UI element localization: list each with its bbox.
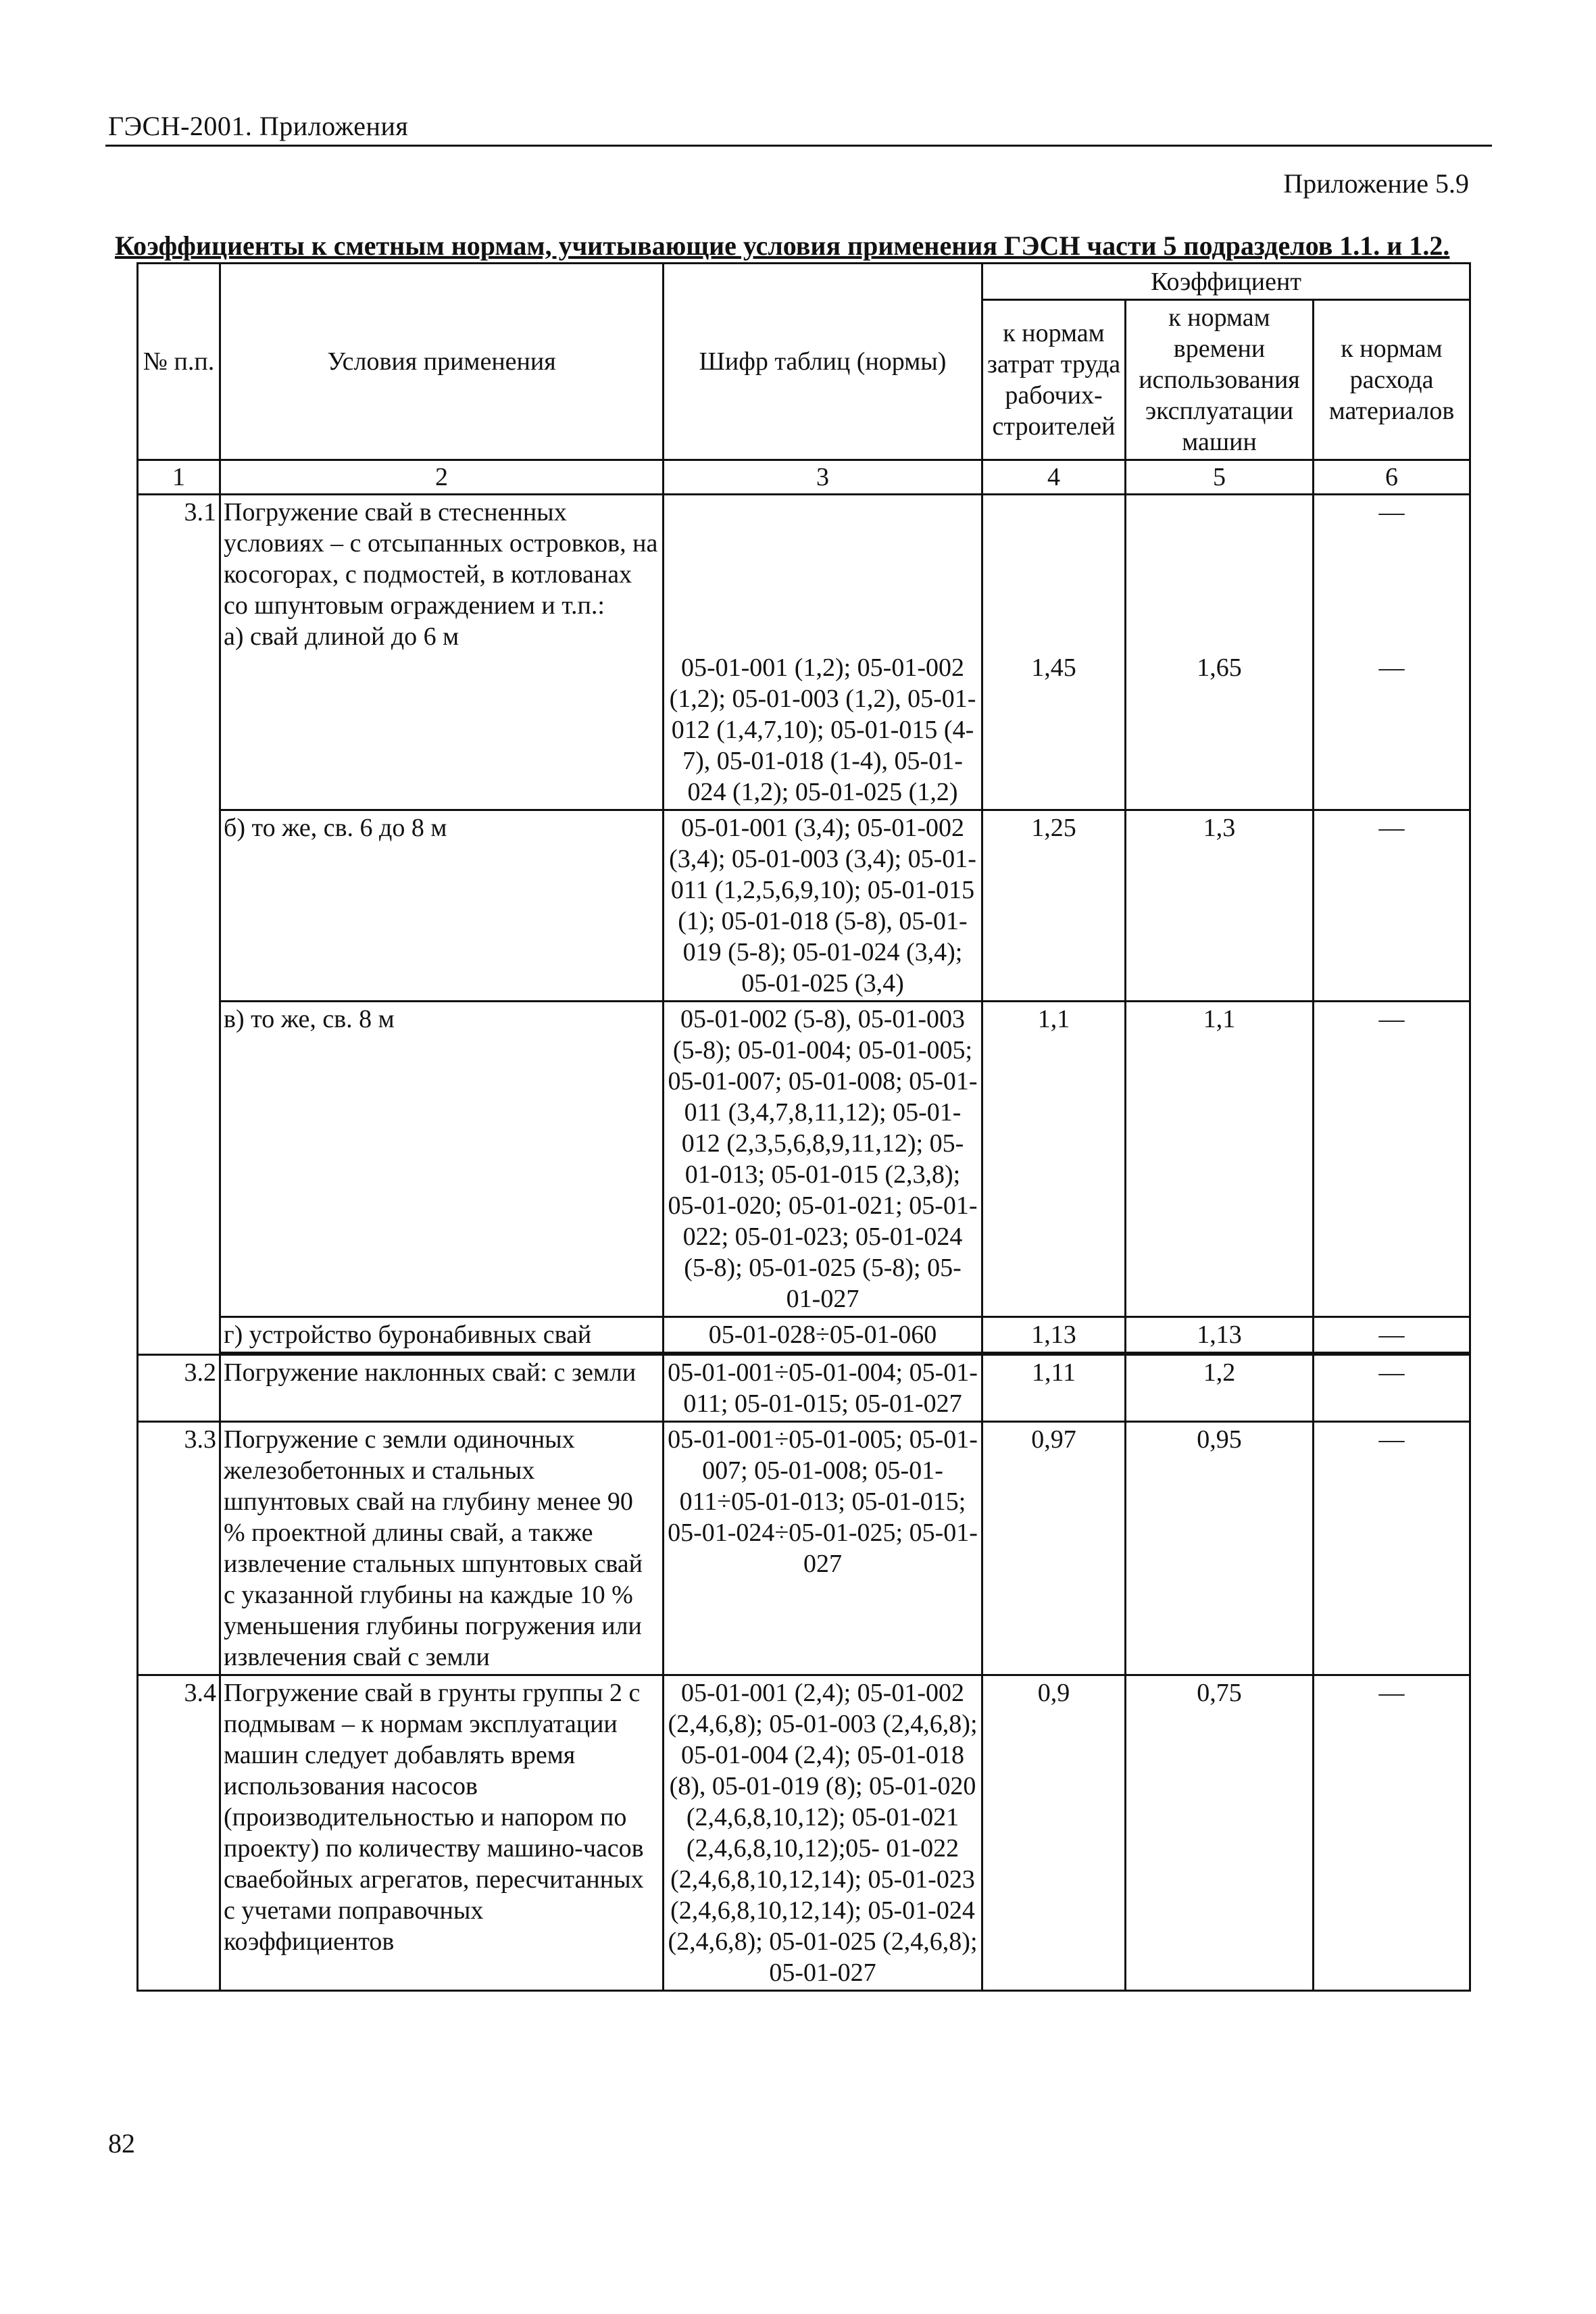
row-code — [664, 495, 982, 810]
col-index: 6 — [1314, 460, 1470, 495]
row-conditions: Погружение свай в грунты группы 2 с подмывам – к нормам эксплуатации машин следует добавлять время использования насосов (производительностью и напором по проекту) по количеству машино-часов сваебойных агрегатов, пересчитанных с учетами поправочных коэффициентов — [220, 1675, 664, 1991]
col-conditions-header: Условия применения — [220, 264, 664, 460]
row-conditions: Погружение наклонных свай: с земли — [220, 1355, 664, 1422]
row-labor — [982, 495, 1126, 810]
table-row — [138, 810, 1470, 1002]
row-number: 3.1 — [138, 495, 220, 1355]
row-code-text: 05-01-001 (1,2); 05-01-002 (1,2); 05-01-003 (1,2), 05-01-012 (1,4,7,10); 05-01-015 (4-7), 05-01-018 (1-4), 05-01-024 (1,2); 05-01-025 (1,2) — [669, 654, 976, 806]
column-index-row — [138, 460, 1470, 495]
row-conditions: б) то же, св. 6 до 8 м — [220, 810, 664, 1002]
table-row — [138, 1422, 1470, 1675]
row-labor: 0,97 — [982, 1422, 1126, 1675]
row-code: 05-01-001 (3,4); 05-01-002 (3,4); 05-01-003 (3,4); 05-01-011 (1,2,5,6,9,10); 05-01-015 (1); 05-01-018 (5-8), 05-01-019 (5-8); 05-01-024 (3,4); 05-01-025 (3,4) — [664, 810, 982, 1002]
table-row — [138, 1675, 1470, 1991]
row-number: 3.2 — [138, 1355, 220, 1422]
row-machine: 1,2 — [1126, 1355, 1314, 1422]
table-row — [138, 1317, 1470, 1353]
row-code: 05-01-001÷05-01-005; 05-01-007; 05-01-008; 05-01-011÷05-01-013; 05-01-015; 05-01-024÷05-01-025; 05-01-027 — [664, 1422, 982, 1675]
col-index: 1 — [138, 460, 220, 495]
row-materials: — — [1314, 1002, 1470, 1317]
row-machine: 0,75 — [1126, 1675, 1314, 1991]
row-machine: 0,95 — [1126, 1422, 1314, 1675]
row-materials-value: — — [1378, 498, 1405, 526]
running-header: ГЭСН-2001. Приложения — [108, 111, 409, 141]
header-row — [138, 264, 1470, 300]
coefficients-table — [136, 262, 1471, 1992]
row-materials — [1314, 495, 1470, 810]
row-labor: 1,25 — [982, 810, 1126, 1002]
row-conditions: Погружение с земли одиночных железобетонных и стальных шпунтовых свай на глубину менее 90 % проектной длины свай, а также извлечение стальных шпунтовых свай с указанной глубины на каждые 10 % уменьшения глубины погружения или извлечения свай с земли — [220, 1422, 664, 1675]
row-conditions: в) то же, св. 8 м — [220, 1002, 664, 1317]
row-code: 05-01-001 (2,4); 05-01-002 (2,4,6,8); 05-01-003 (2,4,6,8); 05-01-004 (2,4); 05-01-018 (8), 05-01-019 (8); 05-01-020 (2,4,6,8,10,12); 05-01-021 (2,4,6,8,10,12);05- 01-022 (2,4,6,8,10,12,14); 05-01-023 (2,4,6,8,10,12,14); 05-01-024 (2,4,6,8); 05-01-025 (2,4,6,8); 05-01-027 — [664, 1675, 982, 1991]
row-machine: 1,1 — [1126, 1002, 1314, 1317]
table-row — [138, 1355, 1470, 1422]
table-row — [138, 495, 1470, 810]
row-code: 05-01-002 (5-8), 05-01-003 (5-8); 05-01-004; 05-01-005; 05-01-007; 05-01-008; 05-01-011 (3,4,7,8,11,12); 05-01-012 (2,3,5,6,8,9,11,12); 05-01-013; 05-01-015 (2,3,8); 05-01-020; 05-01-021; 05-01-022; 05-01-023; 05-01-024 (5-8); 05-01-025 (5-8); 05-01-027 — [664, 1002, 982, 1317]
row-intro-text: Погружение свай в стесненных условиях – с отсыпанных островков, на косогорах, с подмостей, в котлованах со шпунтовым ограждением и т.п.: — [224, 498, 658, 620]
row-conditions — [220, 495, 664, 810]
row-machine — [1126, 495, 1314, 810]
row-machine-value: 1,65 — [1197, 654, 1242, 682]
row-materials: — — [1314, 1355, 1470, 1422]
row-code: 05-01-001÷05-01-004; 05-01-011; 05-01-015; 05-01-027 — [664, 1355, 982, 1422]
row-labor-value: 1,45 — [1031, 654, 1076, 682]
row-labor: 1,13 — [982, 1317, 1126, 1353]
row-materials-value: — — [1378, 654, 1405, 682]
row-labor: 1,1 — [982, 1002, 1126, 1317]
col-materials-header: к нормам расхода материалов — [1314, 300, 1470, 460]
page-number: 82 — [108, 2128, 135, 2159]
col-num-header: № п.п. — [138, 264, 220, 460]
row-code: 05-01-028÷05-01-060 — [664, 1317, 982, 1353]
col-machine-header: к нормам времени использования эксплуатации машин — [1126, 300, 1314, 460]
coef-group-header: Коэффициент — [982, 264, 1470, 300]
row-labor: 1,11 — [982, 1355, 1126, 1422]
row-materials: — — [1314, 1317, 1470, 1353]
row-conditions: г) устройство буронабивных свай — [220, 1317, 664, 1353]
row-machine: 1,3 — [1126, 810, 1314, 1002]
row-subitem-text: а) свай длиной до 6 м — [224, 622, 459, 651]
col-labor-header: к нормам затрат труда рабочих-строителей — [982, 300, 1126, 460]
appendix-label: Приложение 5.9 — [1283, 168, 1469, 199]
row-materials: — — [1314, 1675, 1470, 1991]
row-materials: — — [1314, 1422, 1470, 1675]
col-code-header: Шифр таблиц (нормы) — [664, 264, 982, 460]
row-number: 3.3 — [138, 1422, 220, 1675]
header-divider — [105, 145, 1492, 147]
col-index: 2 — [220, 460, 664, 495]
row-number: 3.4 — [138, 1675, 220, 1991]
row-materials: — — [1314, 810, 1470, 1002]
row-labor: 0,9 — [982, 1675, 1126, 1991]
table-row — [138, 1002, 1470, 1317]
table-title: Коэффициенты к сметным нормам, учитывающие условия применения ГЭСН части 5 подразделов 1.1. и 1.2. — [115, 230, 1450, 261]
col-index: 3 — [664, 460, 982, 495]
col-index: 4 — [982, 460, 1126, 495]
row-machine: 1,13 — [1126, 1317, 1314, 1353]
col-index: 5 — [1126, 460, 1314, 495]
